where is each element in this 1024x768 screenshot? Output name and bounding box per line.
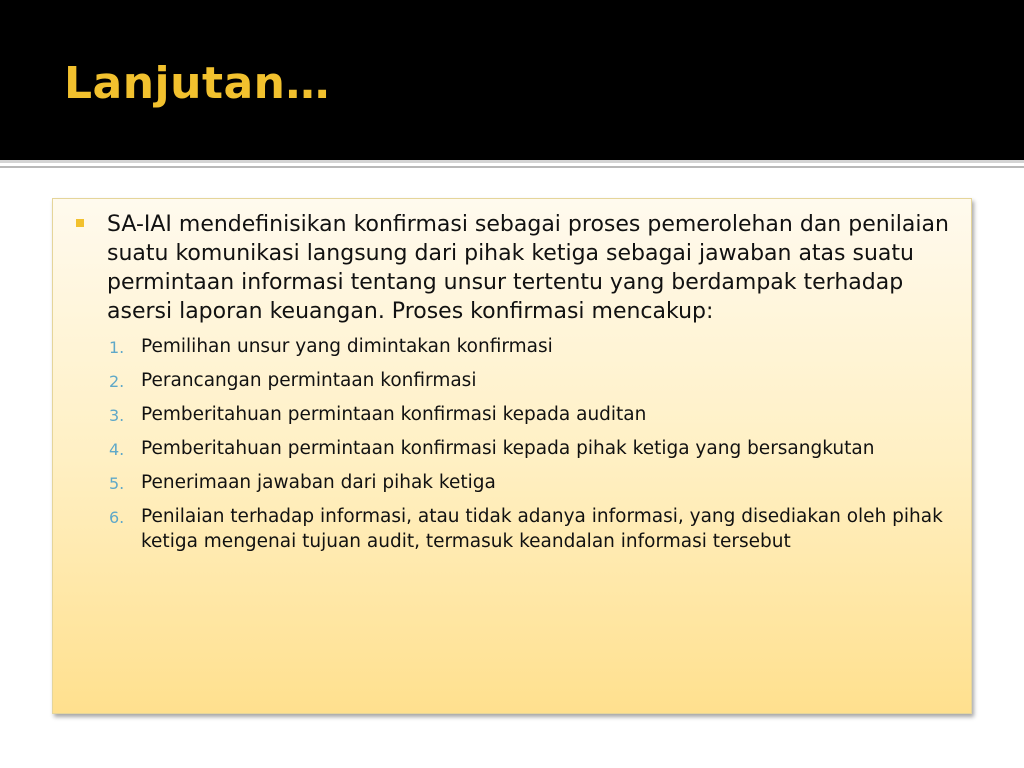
list-item-text: Perancangan permintaan konfirmasi — [141, 370, 477, 391]
list-item-text: Penerimaan jawaban dari pihak ketiga — [141, 472, 496, 493]
list-item-number: 2. — [109, 372, 125, 391]
divider-thin — [0, 166, 1024, 168]
list-item-text: Pemilihan unsur yang dimintakan konfirmasi — [141, 336, 553, 357]
divider-thick — [0, 160, 1024, 163]
list-item-number: 1. — [109, 338, 125, 357]
list-item-number: 6. — [109, 508, 125, 527]
list-item — [109, 504, 951, 554]
list-item-text: Pemberitahuan permintaan konfirmasi kepada auditan — [141, 404, 647, 425]
content-box — [52, 198, 972, 714]
slide-title: Lanjutan… — [64, 58, 331, 109]
list-item — [109, 470, 951, 495]
list-item-text: Penilaian terhadap informasi, atau tidak adanya informasi, yang disediakan oleh pihak ketiga mengenai tujuan audit, termasuk keandalan informasi tersebut — [141, 506, 943, 552]
list-item-number: 3. — [109, 406, 125, 425]
numbered-list — [71, 334, 951, 554]
list-item-text: Pemberitahuan permintaan konfirmasi kepada pihak ketiga yang bersangkutan — [141, 438, 875, 459]
list-item — [109, 334, 951, 359]
list-item-number: 5. — [109, 474, 125, 493]
title-bar — [0, 0, 1024, 160]
list-item — [109, 436, 951, 461]
main-bullet-row — [71, 210, 951, 326]
list-item — [109, 402, 951, 427]
list-item-number: 4. — [109, 440, 125, 459]
square-bullet-icon — [76, 219, 84, 227]
list-item — [109, 368, 951, 393]
main-bullet-text: SA-IAI mendefinisikan konfirmasi sebagai proses pemerolehan dan penilaian suatu komunikasi langsung dari pihak ketiga sebagai jawaban atas suatu permintaan informasi tentang unsur tertentu yang berdampak terhadap asersi laporan keuangan. Proses konfirmasi mencakup: — [107, 212, 949, 324]
